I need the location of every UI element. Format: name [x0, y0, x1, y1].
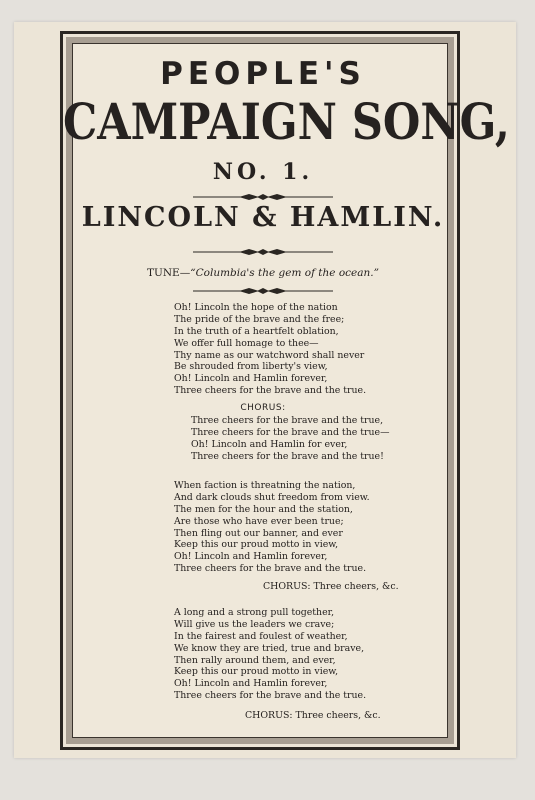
chorus-reference-3: [63, 710, 463, 722]
lyric-line: Are those who have ever been true;: [174, 515, 344, 527]
broadside-content: [63, 34, 510, 753]
verse-1: [63, 302, 463, 397]
tune-label: TUNE—: [147, 267, 191, 279]
lyric-line: In the truth of a heartfelt oblation,: [174, 325, 339, 337]
lyric-line: Oh! Lincoln and Hamlin forever,: [174, 373, 328, 385]
tune-line: [63, 267, 463, 279]
lyric-line: Oh! Lincoln the hope of the nation: [174, 302, 338, 313]
song-number: NO. 1.: [212, 159, 314, 185]
title-line-2: CAMPAIGN SONG,: [63, 94, 510, 152]
lyric-line: In the fairest and foulest of weather,: [174, 630, 348, 642]
lyric-line: We know they are tried, true and brave,: [174, 642, 365, 654]
candidates-heading: LINCOLN & HAMLIN.: [81, 202, 445, 233]
lyric-line: Oh! Lincoln and Hamlin forever,: [174, 678, 328, 690]
tune-name: “Columbia's the gem of the ocean.”: [190, 267, 379, 279]
lyric-line: Then fling out our banner, and ever: [174, 527, 343, 539]
chorus-reference: CHORUS: Three cheers, &c.: [245, 710, 381, 721]
lyric-line: Three cheers for the brave and the true.: [174, 385, 367, 397]
lyric-line: Then rally around them, and ever,: [174, 654, 336, 666]
lyric-line: Three cheers for the brave and the true.: [174, 563, 367, 575]
lyric-line: Be shrouded from liberty's view,: [174, 361, 328, 373]
ornamental-divider-3: [193, 287, 333, 295]
ornamental-divider-1: [193, 193, 333, 201]
lyric-line: The pride of the brave and the free;: [174, 313, 345, 325]
chorus: [63, 415, 463, 463]
lyric-line: Three cheers for the brave and the true!: [191, 450, 384, 462]
lyric-line: When faction is threatning the nation,: [174, 480, 356, 491]
lyric-line: Keep this our proud motto in view,: [174, 666, 339, 678]
verse-2: [63, 480, 463, 575]
lyric-line: The men for the hour and the station,: [174, 503, 353, 515]
chorus-reference-2: [63, 581, 463, 593]
lyric-line: Oh! Lincoln and Hamlin for ever,: [191, 438, 348, 450]
ornamental-divider-2: [193, 248, 333, 256]
lyric-line: Three cheers for the brave and the true.: [174, 690, 367, 702]
chorus-heading: CHORUS:: [240, 403, 286, 413]
lyric-line: Will give us the leaders we crave;: [174, 618, 335, 630]
chorus-reference: CHORUS: Three cheers, &c.: [263, 581, 399, 592]
title-line-1: PEOPLE'S: [160, 56, 366, 92]
lyric-line: A long and a strong pull together,: [174, 607, 335, 618]
lyric-line: We offer full homage to thee—: [174, 337, 319, 349]
lyric-line: Three cheers for the brave and the true,: [191, 415, 384, 426]
printed-border: [60, 31, 510, 750]
lyric-line: Keep this our proud motto in view,: [174, 539, 339, 551]
lyric-line: Oh! Lincoln and Hamlin forever,: [174, 551, 328, 563]
lyric-line: And dark clouds shut freedom from view.: [174, 491, 370, 503]
verse-3: [63, 607, 463, 702]
lyric-line: Three cheers for the brave and the true—: [191, 426, 390, 438]
lyric-line: Thy name as our watchword shall never: [174, 349, 365, 361]
